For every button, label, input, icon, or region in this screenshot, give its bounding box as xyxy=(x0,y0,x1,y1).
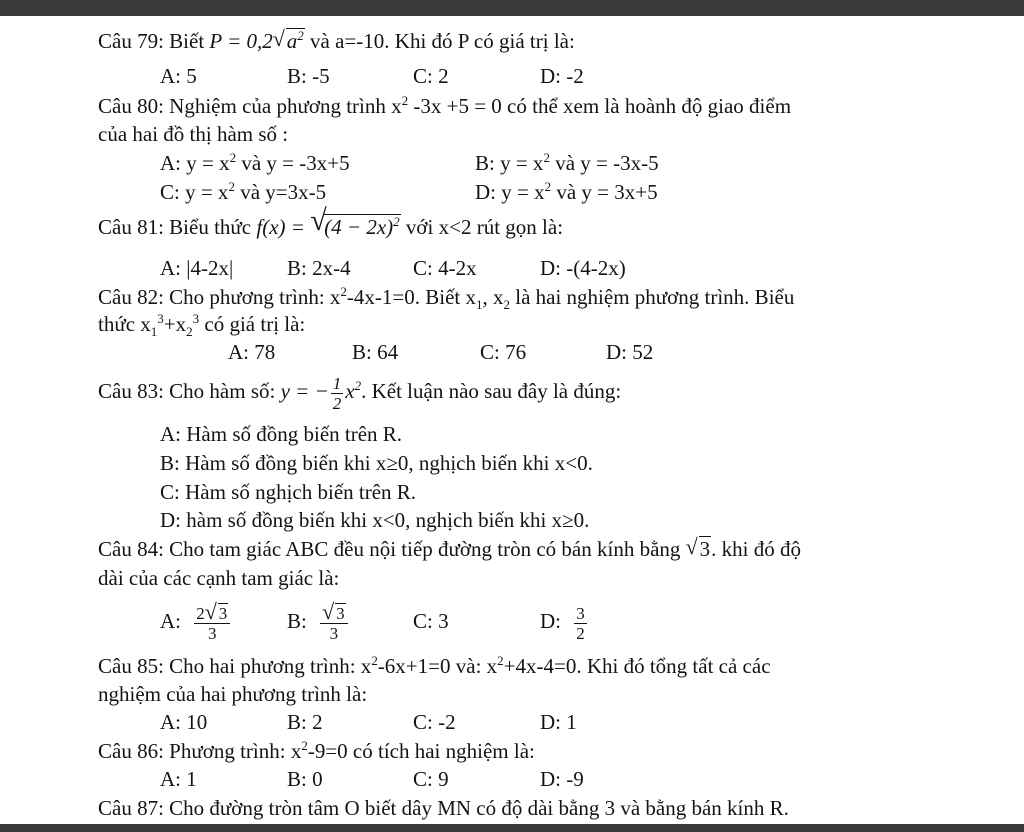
question-87: Câu 87: Cho đường tròn tâm O biết dây MN có độ dài bằng 3 và bằng bán kính R. xyxy=(98,796,789,820)
top-dark-bar xyxy=(0,0,1024,16)
q79-option-c: C: 2 xyxy=(413,64,449,88)
q83-option-d: D: hàm số đồng biến khi x<0, nghịch biến khi x≥0. xyxy=(160,508,590,532)
question-83: Câu 83: Cho hàm số: y = − $\frac{1}{2}$ $x^2$. Kết luận nào sau đây là đúng: xyxy=(98,373,622,413)
q82-option-d: D: 52 xyxy=(606,340,654,364)
q85-option-a: A: 10 xyxy=(160,710,208,734)
q84-option-b: B: √ $\frac{3}{3}$ xyxy=(287,596,350,646)
q85-option-b: B: 2 xyxy=(287,710,323,734)
q80-option-d: D: $y = x^2$ và y = 3x+5 xyxy=(475,179,658,204)
question-82-line1: Câu 82: Cho phương trình: $x^2-4x-1=0$. Biết $x_1$, $x_2$ là hai nghiệm phương trình. Biểu xyxy=(98,284,795,313)
q79-option-d: D: -2 xyxy=(540,64,584,88)
q80-option-c: C: $y = x^2$ và y=3x-5 xyxy=(160,179,327,204)
q85-option-c: C: -2 xyxy=(413,710,456,734)
q82-option-c: C: 76 xyxy=(480,340,527,364)
q86-option-a: A: 1 xyxy=(160,767,197,791)
q83-formula: y = − $\frac{1}{2}$ $x^2$ xyxy=(280,373,362,413)
q82-option-a: A: 78 xyxy=(228,340,276,364)
q82-option-b: B: 64 xyxy=(352,340,399,364)
question-81: Câu 81: Biểu thức f(x) = √ $(4 - 2x)^2$ với x<2 rút gọn là: xyxy=(98,214,563,240)
question-84-line2: dài của các cạnh tam giác là: xyxy=(98,566,340,590)
question-86: Câu 86: Phương trình: $x^2-9=0$ có tích hai nghiệm là: xyxy=(98,738,535,763)
q81-option-d: D: -(4-2x) xyxy=(540,256,626,280)
q79-option-b: B: -5 xyxy=(287,64,330,88)
q83-option-b: B: Hàm số đồng biến khi x≥0, nghịch biến khi x<0. xyxy=(160,451,593,475)
q84-option-d: D: $\frac{3}{2}$ xyxy=(540,603,585,643)
q86-option-d: D: -9 xyxy=(540,767,584,791)
q83-option-c: C: Hàm số nghịch biến trên R. xyxy=(160,480,417,504)
q85-option-d: D: 1 xyxy=(540,710,577,734)
q84-option-c: C: 3 xyxy=(413,609,449,633)
q83-option-a: A: Hàm số đồng biến trên R. xyxy=(160,422,403,446)
question-79: Câu 79: Biết P = 0,2√ $a^2$ và a=-10. Khi đó P có giá trị là: xyxy=(98,28,575,54)
q79-option-a: A: 5 xyxy=(160,64,197,88)
q86-option-b: B: 0 xyxy=(287,767,323,791)
q81-option-a: A: |4-2x| xyxy=(160,256,234,280)
bottom-dark-bar xyxy=(0,824,1024,832)
q81-option-c: C: 4-2x xyxy=(413,256,477,280)
q79-formula: P = 0,2√ $a^2$ xyxy=(209,29,304,53)
q86-option-c: C: 9 xyxy=(413,767,449,791)
q80-option-b: B: $y = x^2$ và y = -3x-5 xyxy=(475,150,659,175)
q81-formula: f(x) = √ $(4 - 2x)^2$ xyxy=(256,215,400,239)
question-80-line1: Câu 80: Nghiệm của phương trình $x^2$ -3x +5 = 0 có thể xem là hoành độ giao điểm xyxy=(98,93,792,118)
question-85-line1: Câu 85: Cho hai phương trình: $x^2-6x+1=0$ và: $x^2+4x-4=0$. Khi đó tổng tất cả các xyxy=(98,653,771,678)
q84-option-a: A: $\frac{2√ 3}{3}$ xyxy=(160,596,232,646)
question-85-line2: nghiệm của hai phương trình là: xyxy=(98,682,368,706)
q81-option-b: B: 2x-4 xyxy=(287,256,351,280)
question-84-line1: Câu 84: Cho tam giác ABC đều nội tiếp đường tròn có bán kính bằng √ 3. khi đó độ xyxy=(98,536,801,562)
q80-option-a: A: $y = x^2$ và y = -3x+5 xyxy=(160,150,350,175)
question-80-line2: của hai đồ thị hàm số : xyxy=(98,122,289,146)
question-82-line2: thức $x_1^3+x_2^3$ có giá trị là: xyxy=(98,311,306,340)
